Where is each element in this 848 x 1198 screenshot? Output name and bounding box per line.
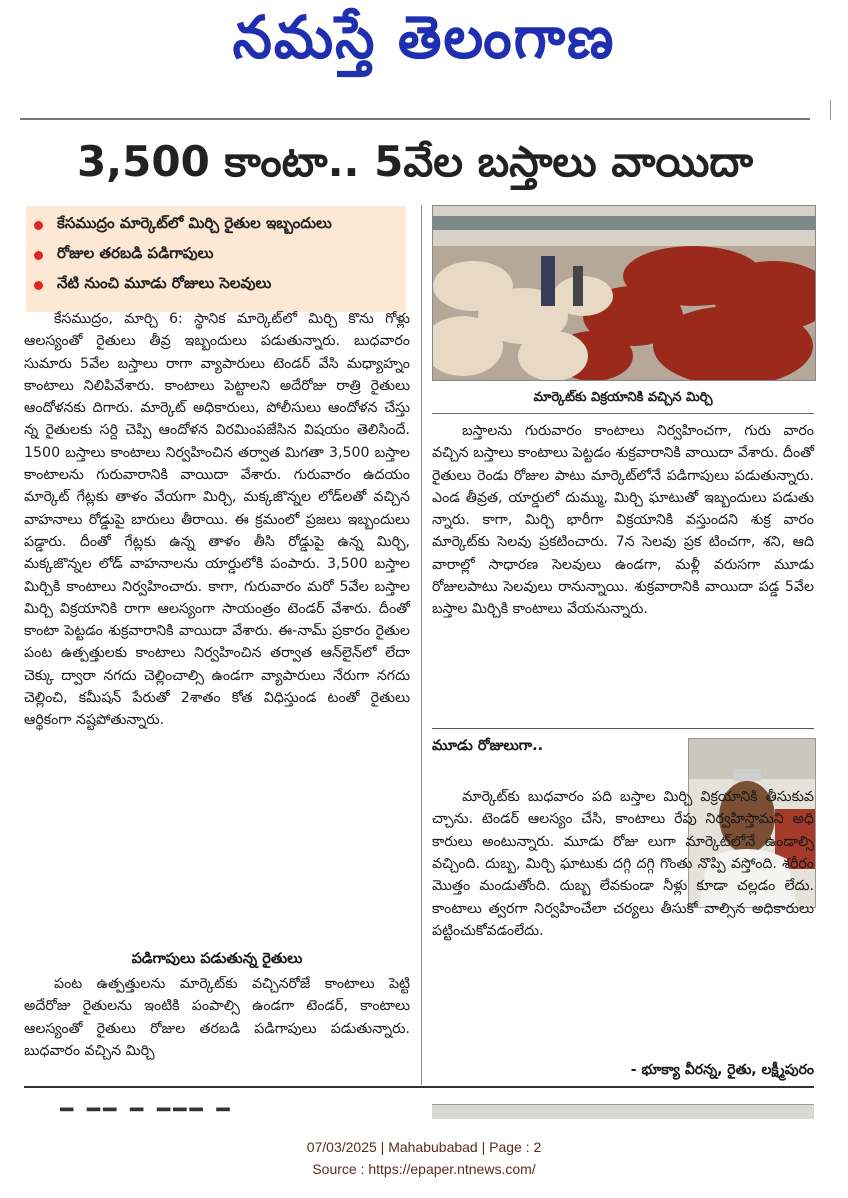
highlights-box: [26, 206, 406, 312]
next-article-photo-clip: [432, 1104, 814, 1119]
page-footer: [0, 1136, 848, 1180]
highlight-item: రోజుల తరబడి పడిగాపులు: [26, 240, 406, 270]
footer-source-line: Source : https://epaper.ntnews.com/: [312, 1161, 536, 1177]
quote-text: మార్కెట్‌కు బుధవారం పది బస్తాల మిర్చి విక్రయానికి తీసుకువ చ్చాను. టెండర్ ఆలస్యం చేసి, కాంటాలు రేపు నిర్వహిస్తామని అధి కారులు అంటున్నారు. మూడు రోజు లుగా మార్కెట్‌లోనే ఉండాల్సి వచ్చింది. దుబ్బ, మిర్చి ఘాటుకు దగ్గి దగ్గి గొంతు నొప్పి వస్తోంది. శరీరం మొత్తం మండుతోంది. దుబ్బ లేవకుండా నీళ్లు కూడా చల్లడం లేదు. కాంటాలు త్వరగా నిర్వహించేలా చర్యలు తీసుకో వాల్సిన అధికారులు పట్టించుకోవడంలేదు.: [432, 789, 814, 939]
highlight-item: నేటి నుంచి మూడు రోజులు సెలవులు: [26, 270, 406, 300]
left-column: [24, 308, 410, 732]
farmer-quote: [432, 772, 814, 956]
quote-subhead: మూడు రోజులుగా..: [432, 738, 544, 754]
article-headline: 3,500 కాంటా.. 5వేల బస్తాలు వాయిదా: [76, 137, 754, 186]
body-paragraph: బస్తాలను గురువారం కాంటాలు నిర్వహించగా, గురు వారం వచ్చిన బస్తాలు కాంటాలు పెట్టడం శుక్రవారానికి వాయిదా వేశారు. దీంతో రైతులు రెండు రోజుల పాటు మార్కెట్‌లోనే పడిగాపులు పడుతున్నారు. ఎండ తీవ్రత, యార్డులో దుమ్ము, మిర్చి ఘాటుతో ఇబ్బందులు పడుతు న్నారు. కాగా, మిర్చి భారీగా విక్రయానికి వస్తుందని శుక్ర వారం మార్కెట్‌కు సెలవు ప్రకటించారు. 7న సెలవు ప్రక టించగా, శని, ఆది వారాల్లో సాధారణ సెలవులు ఉండగా, మళ్లీ వరుసగా మూడు రోజులపాటు సెలవులు రానున్నాయి. శుక్రవారానికి వాయిదా పడ్డ 5వేల బస్తాల మిర్చికి కాంటాలు వేయనున్నారు.: [432, 423, 814, 618]
bullet-dot-icon: [34, 251, 43, 260]
left-column-continued: [24, 973, 410, 1062]
masthead-rule: [20, 118, 810, 120]
masthead-title: నమస్తే తెలంగాణ: [232, 4, 616, 73]
body-paragraph: పంట ఉత్పత్తులను మార్కెట్‌కు వచ్చినరోజే కాంటాలు పెట్టి అదేరోజు రైతులను ఇంటికి పంపాల్సి ఉండగా టెండర్, కాంటాలు ఆలస్యంతో రైతులు రోజుల తరబడి పడిగాపులు పడుతున్నారు. బుధవారం వచ్చిన మిర్చి: [24, 976, 410, 1059]
market-chilli-photo: [432, 205, 816, 381]
section-subhead: పడిగాపులు పడుతున్న రైతులు: [131, 951, 303, 967]
article-bottom-rule: [24, 1086, 814, 1088]
bullet-dot-icon: [34, 281, 43, 290]
footer-date-line: 07/03/2025 | Mahabubabad | Page : 2: [306, 1139, 542, 1155]
highlight-item: కేసముద్రం మార్కెట్‌లో మిర్చి రైతుల ఇబ్బందులు: [26, 210, 406, 240]
photo-caption: మార్కెట్‌కు విక్రయానికి వచ్చిన మిర్చి: [432, 383, 814, 414]
bullet-dot-icon: [34, 221, 43, 230]
right-column: [432, 420, 814, 621]
column-divider: [421, 205, 422, 1085]
quote-byline: - భూక్యా వీరన్న, రైతు, లక్ష్మీపురం: [630, 1062, 814, 1078]
next-article-headline-clip: ━ ━━ ━ ━━━ ━: [60, 1104, 233, 1123]
section-rule: [432, 728, 814, 729]
newspaper-masthead: [0, 0, 848, 100]
body-paragraph: కేసముద్రం, మార్చి 6: స్థానిక మార్కెట్‌లో మిర్చి కొను గోళ్లు ఆలస్యంతో రైతులు తీవ్ర ఇబ్బందులు పడుతున్నారు. బుధవారం సుమారు 5వేల బస్తాలు రాగా వ్యాపారులు టెండర్ వేసి మధ్యాహ్నం కాంటాలు నిలిపివేశారు. కాంటాలు పెట్టాలని అదేరోజు రాత్రి రైతులు ఆందోళనకు దిగారు. మార్కెట్ అధికారులు, పోలీసులు ఆందోళన చేస్తు న్న రైతులకు సర్ది చెప్పి ఆందోళన విరమింపజేసిన విషయం తెలిసిందే. 1500 బస్తాలు కాంటాలు నిర్వహించిన తర్వాత మిగతా 3,500 బస్తాల కాంటాలను గురువారానికి వాయిదా వేశారు. గురువారం ఉదయం మార్కెట్ గేట్లకు తాళం వేయగా మిర్చి, మక్కజొన్నల లోడ్‌లతో వచ్చిన వాహనాలు రోడ్డుపై బారులు తీరాయి. ఈ క్రమంలో ప్రజలు ఇబ్బందులు పడ్డారు. దీంతో గేట్లకు ఉన్న తాళం తీసి రోడ్డుపై ఉన్న మిర్చి, మక్కజొన్నల లోడ్ వాహనాలను యార్డులోకి పంపారు. 3,500 బస్తాల మిర్చికి కాంటాలు నిర్వహించారు. కాగా, గురువారం మరో 5వేల బస్తాల మిర్చి విక్రయానికి రాగా ఆలస్యంగా సాయంత్రం టెండర్ వేశారు. దీంతో కాంటా పెట్టడం శుక్రవారానికి వాయిదా వేశారు. ఈ-నామ్ ప్రకారం రైతుల పంట ఉత్పత్తులకు కాంటాలు నిర్వహించిన తర్వాత ఆన్‌లైన్‌లో లేదా చెక్కు ద్వారా నగదు చెల్లించాల్సి ఉండగా వ్యాపారులు నేరుగా నగదు చెల్లించి, కమీషన్ పేరుతో 2శాతం కోత విధిస్తుండ టంతో రైతులు ఆర్థికంగా నష్టపోతున్నారు.: [24, 311, 410, 729]
divider: [830, 100, 831, 120]
